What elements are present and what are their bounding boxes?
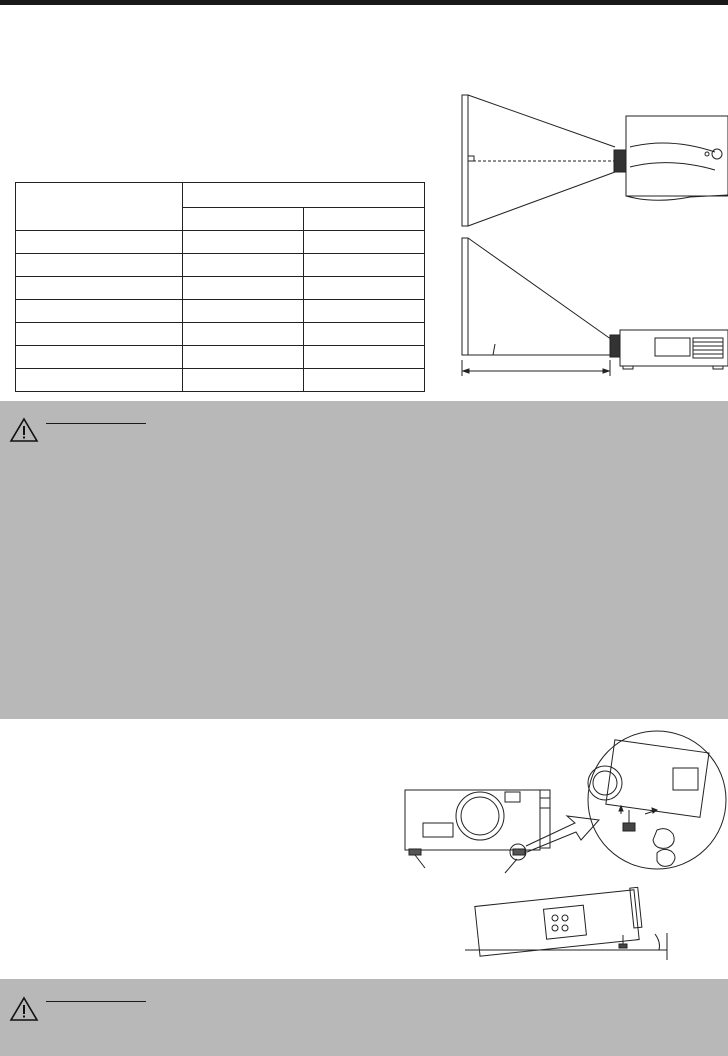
table-cell xyxy=(304,277,425,300)
projector-tilt-view xyxy=(465,887,667,960)
table-cell xyxy=(183,323,304,346)
projector-screen-distance-diagram xyxy=(455,92,728,382)
table-header-cell xyxy=(304,208,425,231)
distance-dimension xyxy=(462,360,610,376)
top-rule xyxy=(0,0,728,5)
table-header-cell xyxy=(183,208,304,231)
table-header-cell xyxy=(16,183,183,231)
table-cell xyxy=(183,231,304,254)
table-cell xyxy=(16,369,183,392)
table-cell xyxy=(183,346,304,369)
table-row xyxy=(16,369,425,392)
table-row xyxy=(16,323,425,346)
table-cell xyxy=(16,346,183,369)
table-cell xyxy=(304,254,425,277)
table-cell xyxy=(16,300,183,323)
table-cell xyxy=(183,254,304,277)
table-row xyxy=(16,254,425,277)
warning-triangle-icon xyxy=(9,996,39,1022)
table-row xyxy=(16,231,425,254)
projector-front-view xyxy=(405,790,550,860)
table-cell xyxy=(183,300,304,323)
table-cell xyxy=(16,277,183,300)
table-cell xyxy=(16,231,183,254)
table-cell xyxy=(16,323,183,346)
table-row xyxy=(16,346,425,369)
caution-heading-rule xyxy=(46,1001,146,1002)
table-cell xyxy=(183,369,304,392)
projector-top-view xyxy=(614,116,728,200)
projector-foot-adjuster-diagram xyxy=(395,728,728,963)
caution-panel xyxy=(0,401,728,719)
table-cell xyxy=(16,254,183,277)
table-cell xyxy=(304,300,425,323)
table-cell xyxy=(304,369,425,392)
table-cell xyxy=(304,323,425,346)
warning-triangle-icon xyxy=(9,417,39,443)
table-row xyxy=(16,300,425,323)
screen-side-view xyxy=(462,238,468,355)
spec-table xyxy=(15,182,425,392)
screen-top-view xyxy=(462,95,468,226)
table-row xyxy=(16,277,425,300)
table-cell xyxy=(304,231,425,254)
table-cell xyxy=(183,277,304,300)
projector-side-view xyxy=(610,330,728,369)
caution-heading-rule xyxy=(46,423,146,424)
foot-adjuster-magnified-view xyxy=(588,731,726,869)
caution-panel xyxy=(0,979,728,1056)
table-header-row xyxy=(16,183,425,208)
table-header-cell xyxy=(183,183,425,208)
table-cell xyxy=(304,346,425,369)
